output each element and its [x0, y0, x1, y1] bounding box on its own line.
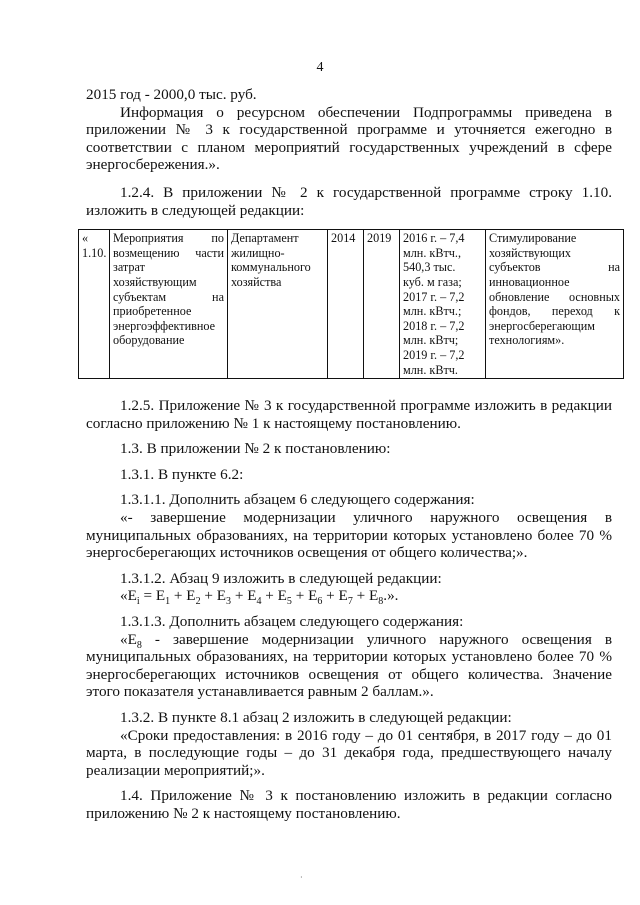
formula-term-subscript: 6 — [317, 596, 323, 608]
program-row-table — [78, 229, 624, 379]
document-body — [82, 86, 620, 823]
paragraph-1-4: 1.4. Приложение № 3 к постановлению изложить в редакции согласно приложению № 2 к настоящему постановлению. — [86, 787, 612, 822]
formula-plus: + — [291, 587, 309, 605]
executor-cell: Департамент жилищно-коммунального хозяйства — [228, 230, 328, 379]
formula-term-subscript: 2 — [195, 596, 201, 608]
formula-term: E — [277, 587, 287, 605]
paragraph-1-3-2: 1.3.2. В пункте 8.1 абзац 2 изложить в следующей редакции: — [120, 709, 512, 726]
result-line: млн. кВтч.; — [403, 304, 462, 319]
paragraph-1-3-1-3: 1.3.1.3. Дополнить абзацем следующего содержания: — [120, 613, 464, 631]
formula-term: E — [186, 587, 196, 605]
formula-term-subscript: 4 — [256, 596, 262, 608]
paragraph-1-3-1-2: 1.3.1.2. Абзац 9 изложить в следующей редакции: — [120, 569, 442, 587]
formula-term: E — [247, 587, 257, 605]
formula-term-subscript: 8 — [378, 596, 384, 608]
formula-open: «E — [120, 587, 137, 605]
paragraph-resource-info: Информация о ресурсном обеспечении Подпрограммы приведена в приложении № 3 к государственной программе и уточняется ежегодно в соответствии с планом мероприятий государственных учреждений в сфере энергосбережения.». — [86, 103, 612, 174]
result-line: млн. кВтч., — [403, 245, 462, 260]
formula-plus: + — [170, 587, 187, 605]
paragraph-new-abzac-6: «- завершение модернизации уличного наружного освещения в муниципальных образованиях, на территории которых установлено более 70 % энергосберегающих источников освещения от общего количества;». — [86, 509, 612, 562]
paragraph-1-2-4: 1.2.4. В приложении № 2 к государственной программе строку 1.10. изложить в следующей редакции: — [86, 183, 612, 219]
footer-mark: · — [300, 873, 303, 882]
formula-lhs-subscript: i — [136, 596, 140, 608]
result-line: 2017 г. – 7,2 — [403, 289, 465, 304]
table-row — [79, 230, 624, 379]
formula-term-subscript: 1 — [165, 596, 171, 608]
measure-cell: Мероприятия по возмещению части затрат хозяйствующим субъектам на приобретенное энергоэффективное оборудование — [110, 230, 228, 379]
formula-term: E — [216, 587, 227, 605]
formula-plus: + — [231, 587, 248, 605]
e8-subscript: 8 — [136, 639, 142, 651]
result-line: 2016 г. – 7,4 — [403, 231, 465, 246]
formula-term: E — [308, 587, 318, 605]
formula-line — [86, 587, 612, 608]
formula-term: E — [338, 587, 348, 605]
formula-term: E — [155, 587, 166, 605]
end-year-cell: 2019 — [364, 230, 400, 379]
paragraph-1-3-1: 1.3.1. В пункте 6.2: — [120, 465, 244, 483]
e8-lead: «E — [120, 630, 137, 648]
paragraph-1-2-5: 1.2.5. Приложение № 3 к государственной программе изложить в редакции согласно приложению № 1 к настоящему постановлению. — [86, 397, 612, 432]
formula-term-subscript: 7 — [347, 596, 353, 608]
opening-quote: « — [82, 231, 89, 246]
result-line: куб. м газа; — [403, 274, 462, 289]
formula-plus: + — [200, 587, 217, 605]
result-line: 540,3 тыс. — [403, 260, 456, 275]
result-line: 2019 г. – 7,2 — [403, 347, 465, 362]
paragraph-1-3-1-1: 1.3.1.1. Дополнить абзацем 6 следующего содержания: — [120, 491, 475, 509]
formula-plus: + — [322, 587, 339, 605]
page-number: 4 — [316, 60, 324, 75]
formula-equals: = — [139, 587, 156, 605]
goal-cell: Стимулирование хозяйствующих субъектов на инновационное обновление основных фондов, переход к энергосберегающим технологиям». — [486, 230, 624, 379]
paragraph-funding-2015: 2015 год - 2000,0 тыс. руб. — [86, 86, 257, 103]
result-line: млн. кВтч. — [403, 362, 458, 377]
paragraph-1-3: 1.3. В приложении № 2 к постановлению: — [120, 440, 391, 458]
formula-term-subscript: 5 — [286, 596, 292, 608]
formula-plus: + — [352, 587, 369, 605]
result-line: 2018 г. – 7,2 — [403, 318, 465, 333]
row-number: 1.10. — [82, 245, 107, 260]
row-number-cell — [79, 230, 110, 379]
formula-term: E — [369, 587, 379, 605]
e8-text: - завершение модернизации уличного наружного освещения в муниципальных образованиях, на территории которых установлено более 70 % энергосберегающих источников освещения от общего количества. Значение этого показателя устанавливается равным 2 баллам.». — [86, 630, 612, 701]
formula-close: .». — [383, 587, 399, 605]
paragraph-e8-indicator — [86, 631, 612, 701]
result-cell — [400, 230, 486, 379]
formula-plus: + — [261, 587, 278, 605]
formula-term-subscript: 3 — [226, 596, 232, 608]
paragraph-deadlines: «Сроки предоставления: в 2016 году – до 01 сентября, в 2017 году – до 01 марта, в последующие годы – до 31 декабря года, предшествующего началу реализации мероприятий;». — [86, 726, 612, 779]
result-line: млн. кВтч; — [403, 333, 459, 348]
start-year-cell: 2014 — [328, 230, 364, 379]
